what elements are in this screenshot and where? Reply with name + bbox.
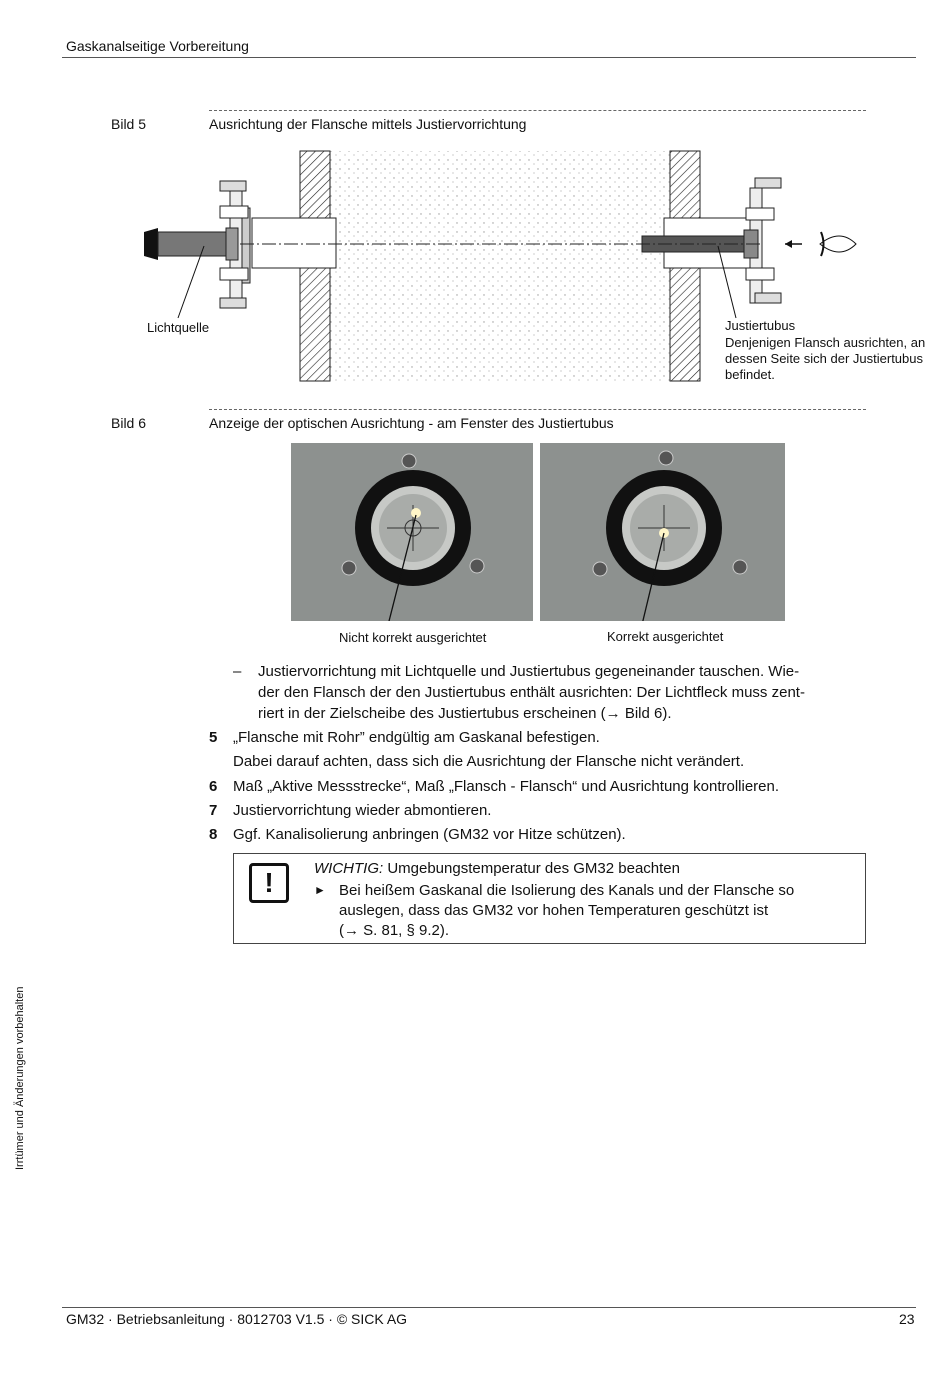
step-8-text: Ggf. Kanalisolierung anbringen (GM32 vor Hitze schützen). — [233, 826, 626, 843]
callout-tube-note-3: befindet. — [725, 367, 775, 382]
footer-rule — [62, 1307, 916, 1308]
caption-aligned: Korrekt ausgerichtet — [607, 629, 724, 644]
callout-tube-note-1: Denjenigen Flansch ausrichten, an — [725, 335, 926, 350]
step-5-text: „Flansche mit Rohr” endgültig am Gaskanal befestigen. — [233, 729, 600, 746]
gas-channel — [330, 151, 670, 381]
note-line-3: (→ S. 81, § 9.2). — [339, 922, 450, 939]
light-source — [144, 228, 238, 260]
step-6-text: Maß „Aktive Messstrecke“, Maß „Flansch - Flansch“ und Ausrichtung kontrollieren. — [233, 778, 780, 795]
footer-document-info: GM32 · Betriebsanleitung · 8012703 V1.5 · © SICK AG — [66, 1311, 408, 1327]
step-5-subtext: Dabei darauf achten, dass sich die Ausrichtung der Flansche nicht verändert. — [233, 753, 745, 770]
figure5-title: Ausrichtung der Flansche mittels Justiervorrichtung — [209, 116, 527, 132]
step-5-number: 5 — [209, 729, 218, 746]
eye-icon — [820, 232, 856, 256]
step-8-number: 8 — [209, 826, 218, 843]
note-line-1: Bei heißem Gaskanal die Isolierung des Kanals und der Flansche so — [339, 882, 795, 899]
side-disclaimer: Irrtümer und Änderungen vorbehalten — [14, 986, 26, 1170]
left-pipe — [252, 218, 336, 268]
step-6-number: 6 — [209, 778, 218, 795]
callout-light-source: Lichtquelle — [147, 320, 210, 335]
dash-marker: – — [233, 663, 242, 680]
callout-tube: Justiertubus — [725, 318, 796, 333]
page-header-title: Gaskanalseitige Vorbereitung — [66, 38, 249, 54]
note-heading — [314, 858, 680, 879]
callout-tube-note-2: dessen Seite sich der Justiertubus — [725, 351, 923, 366]
note-line-2: auslegen, dass das GM32 vor hohen Temperaturen geschützt ist — [339, 902, 769, 919]
leader-light-source — [178, 246, 204, 318]
caption-not-aligned: Nicht korrekt ausgerichtet — [339, 630, 487, 645]
note-heading-text: Umgebungstemperatur des GM32 beachten — [383, 860, 680, 877]
note-bullet-icon: ► — [314, 883, 326, 897]
page-number: 23 — [899, 1311, 915, 1327]
note-keyword: WICHTIG: — [314, 860, 384, 877]
figure6-label: Bild 6 — [111, 415, 147, 431]
figure6-divider — [209, 409, 866, 410]
header-rule — [62, 57, 916, 58]
step-7-number: 7 — [209, 802, 218, 819]
dash-item-line-3: riert in der Zielscheibe des Justiertubus erscheinen (→ Bild 6). — [258, 705, 672, 722]
exclamation-icon: ! — [249, 863, 289, 903]
photo-not-aligned — [291, 443, 533, 621]
figure5-divider — [209, 110, 866, 111]
arrow-left-icon — [785, 240, 802, 248]
figure6-title: Anzeige der optischen Ausrichtung - am Fenster des Justiertubus — [209, 415, 614, 431]
figure5-label: Bild 5 — [111, 116, 147, 132]
dash-item-line-2: der den Flansch der den Justiertubus enthält ausrichten: Der Lichtfleck muss zent- — [258, 684, 805, 701]
photo-aligned — [540, 443, 785, 621]
dash-item-line-1: Justiervorrichtung mit Lichtquelle und Justiertubus gegeneinander tauschen. Wie- — [258, 663, 800, 680]
step-7-text: Justiervorrichtung wieder abmontieren. — [233, 802, 492, 819]
